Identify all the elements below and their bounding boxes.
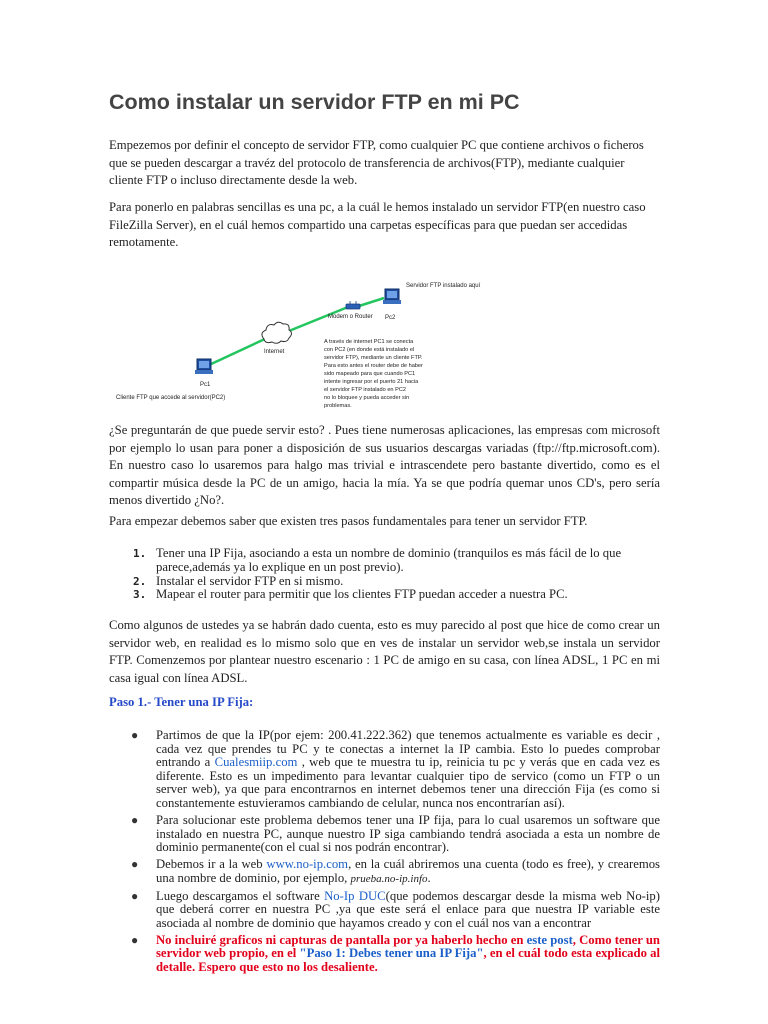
bullet-text: Partimos de que la IP(por ejem: 200.41.222.362) que tenemos actualmente es variable es decir , cada vez que prendes tu PC y te conectas a internet la IP cambia. Esto lo puedes comprobar entrando a [156,728,660,770]
bullet-icon: ● [131,812,139,827]
internet-label: Internet [264,349,285,355]
no-ip-duc-link[interactable]: No-Ip DUC [324,888,386,903]
bullet-text: , web que te muestra tu ip, reinicia tu pc y verás que en cada vez es diferente. Esto es un impedimento para levantar cualquier tipo de servico (como un FTP o un server web), ya que para encontrarnos en internet debemos tener una dirección Fija (es como si constantemente estuvieramos cambiando de celular, nunca nos encontrarían así). [156,755,660,810]
bullet-icon: ● [131,888,139,903]
bullet-item [109,858,660,886]
step-item [109,588,660,602]
step-text: Mapear el router para permitir que los clientes FTP puedan acceder a nuestra PC. [156,587,568,602]
step-number: 3. [133,588,147,602]
bullet-item [109,934,660,975]
client-label: Cliente FTP que accede al servidor(PC2) [116,395,226,401]
note-line: no lo bloquee y pueda acceder sin [324,395,410,401]
router-label: Modem o Router [328,314,373,320]
internet-cloud-icon [262,322,292,343]
note-line: con PC2 (en donde está instalado el [324,347,415,353]
paragraph-scenario: Como algunos de ustedes ya se habrán dado cuenta, esto es muy parecido al post que hice de como crear un servidor web, en realidad es lo mismo solo que en ves de instalar un servidor web,se instala un servidor FTP. Comenzemos por plantear nuestro escenario : 1 PC de amigo en su casa, con línea ADSL, 1 PC en mi casa igual con línea ADSL. [109,618,660,685]
note-line: problemas. [324,403,352,409]
warning-text: No incluiré graficos ni capturas de pantalla por ya haberlo hecho en [156,932,527,947]
bullet-text: . [427,870,431,885]
domain-example: prueba.no-ip.info [350,872,428,885]
link-router-pc2 [359,298,384,306]
intro-paragraph-2: Para ponerlo en palabras sencillas es una pc, a la cuál le hemos instalado un servidor FTP(en nuestro caso FileZilla Server), en el cuál hemos compartido una carpetas específicas para que puedan ser accedidas remotamente. [109,200,646,250]
bullet-icon: ● [131,932,139,947]
paso1-reference: "Paso 1: Debes tener una IP Fija" [299,946,484,961]
paragraph-uses: ¿Se preguntarán de que puede servir esto? . Pues tiene numerosas aplicaciones, las empresas com microsoft por ejemplo lo usan para poner a disposición de sus usuarios descargas variadas (ftp://ftp.microsoft.com). En nuestro caso lo usaremos para halgo mas trivial e intrascendete pero bastante divertido, como es el compartir música desde la PC de un amigo, hacia la mía. Ya se que podría quemar unos CD's, pero sería menos divertido ¿No?. [109,423,660,508]
link-internet-router [284,307,348,333]
diagram-note [324,339,423,409]
server-label: Servidor FTP instalado aquí [406,283,481,289]
warning-text: , en el cuál todo esta explicado al detalle. Espero que esto no los desaliente. [156,946,660,975]
note-line: servidor FTP), mediante un cliente FTP. [324,355,423,361]
steps-list [109,547,660,602]
network-diagram [112,275,512,425]
step-item [109,547,660,575]
paso1-bullet-list [109,729,660,978]
este-post-link[interactable]: este post [526,932,573,947]
pc2-computer-icon [383,289,401,304]
no-ip-link[interactable]: www.no-ip.com [266,857,349,872]
pc1-computer-icon [195,359,213,374]
router-icon [346,301,360,309]
step-item [109,575,660,589]
paso1-heading: Paso 1.- Tener una IP Fija: [109,695,254,709]
bullet-icon: ● [131,857,139,872]
note-line: intente ingresar por el puerto 21 hacia [324,379,419,385]
warning-text: , Como tener un servidor web propio, en el [156,932,660,961]
bullet-text: Para solucionar este problema debemos tener una IP fija, para lo cual usaremos un software que instalado en nuestra PC, aunque nuestro IP siga cambiando tendrá asociada a esta un nombre de dominio permanente(con el cual si nos podrán encontrar). [156,812,660,855]
paragraph-steps-intro: Para empezar debemos saber que existen tres pasos fundamentales para tener un servidor FTP. [109,514,588,528]
note-line: sido mapeado para que cuando PC1 [324,371,416,377]
intro-paragraph-1: Empezemos por definir el concepto de servidor FTP, como cualquier PC que contiene archivos o ficheros que se pueden descargar a travéz del protocolo de transferencia de archivos(FTP), mediante cualquier cliente FTP o incluso directamente desde la web. [109,138,644,188]
cualesmiip-link[interactable]: Cualesmiip.com [214,755,298,770]
pc2-label: Pc2 [385,315,396,321]
pc1-label: Pc1 [200,382,211,388]
bullet-text: , en la cuál abriremos una cuenta (todo es free), y crearemos una nombre de dominio, por ejemplo, [156,857,660,885]
bullet-text: (que podemos descargar desde la misma web No-ip) que deberá correr en nuestra PC ,ya que este será el enlace para que nuestra IP variable este asociada al nombre de dominio que hayamos creado y con el cuál nos van a encontrar [156,888,660,930]
step-text: Instalar el servidor FTP en si mismo. [156,573,344,588]
page-title: Como instalar un servidor FTP en mi PC [109,90,520,114]
link-pc1-internet [209,338,267,365]
bullet-item [109,890,660,931]
bullet-text: Luego descargamos el software [156,888,325,903]
step-number: 1. [133,547,147,560]
bullet-icon: ● [131,728,139,742]
bullet-item [109,814,660,855]
bullet-item [109,729,660,811]
bullet-text: Debemos ir a la web [156,857,267,872]
step-text: Tener una IP Fija, asociando a esta un nombre de dominio (tranquilos es más fácil de lo que parece,además ya lo explique en un post previo). [156,546,622,574]
note-line: Para esto antes el router debe de haber [324,363,423,369]
note-line: el servidor FTP instalado en PC2 [324,387,406,393]
note-line: A través de internet PC1 se conecta [324,339,414,345]
step-number: 2. [133,574,147,588]
